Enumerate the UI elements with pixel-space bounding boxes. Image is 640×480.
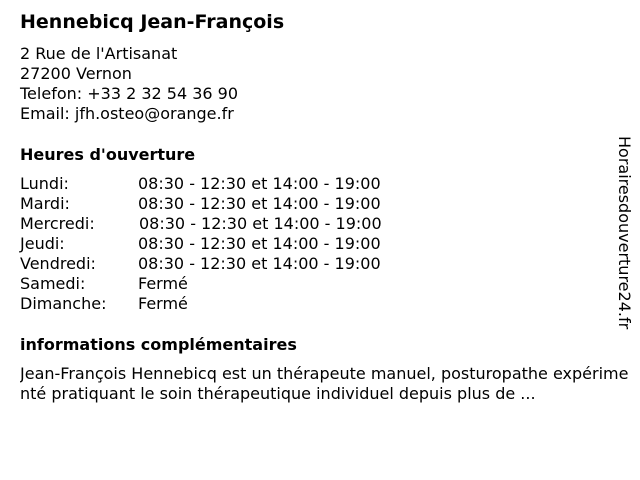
hours-day-label: Mercredi:: [20, 214, 95, 233]
hours-row-sunday: [20, 294, 440, 314]
address-city: 27200 Vernon: [20, 64, 132, 83]
hours-row-thursday: [20, 234, 440, 254]
hours-day-label: Mardi:: [20, 194, 70, 213]
hours-time-value: 08:30 - 12:30 et 14:00 - 19:00: [138, 254, 381, 273]
hours-row-monday: [20, 174, 440, 194]
hours-row-friday: [20, 254, 440, 274]
hours-time-value: 08:30 - 12:30 et 14:00 - 19:00: [138, 194, 381, 213]
hours-time-value: 08:30 - 12:30 et 14:00 - 19:00: [138, 234, 381, 253]
hours-day-label: Samedi:: [20, 274, 86, 293]
hours-time-value: Fermé: [138, 294, 188, 313]
additional-info-text: Jean-François Hennebicq est un thérapeute manuel, posturopathe expérimenté pratiquant le soin thérapeutique individuel depuis plus de ...: [20, 364, 629, 403]
hours-day-label: Lundi:: [20, 174, 69, 193]
hours-row-wednesday: [20, 214, 440, 234]
hours-day-label: Jeudi:: [20, 234, 65, 253]
hours-row-saturday: [20, 274, 440, 294]
opening-hours-heading: Heures d'ouverture: [20, 145, 196, 164]
hours-time-value: 08:30 - 12:30 et 14:00 - 19:00: [139, 214, 382, 233]
email-address[interactable]: Email: jfh.osteo@orange.fr: [20, 104, 234, 123]
hours-time-value: 08:30 - 12:30 et 14:00 - 19:00: [138, 174, 381, 193]
hours-row-tuesday: [20, 194, 440, 214]
address-street: 2 Rue de l'Artisanat: [20, 44, 178, 63]
opening-hours-table: [20, 174, 440, 314]
site-watermark: Horairesdouverture24.fr: [615, 136, 634, 330]
phone-number[interactable]: Telefon: +33 2 32 54 36 90: [20, 84, 239, 103]
hours-day-label: Dimanche:: [20, 294, 107, 313]
hours-day-label: Vendredi:: [20, 254, 96, 273]
additional-info-heading: informations complémentaires: [20, 335, 297, 354]
business-name: Hennebicq Jean-François: [20, 11, 285, 33]
hours-time-value: Fermé: [138, 274, 188, 293]
contact-block: [20, 44, 238, 124]
